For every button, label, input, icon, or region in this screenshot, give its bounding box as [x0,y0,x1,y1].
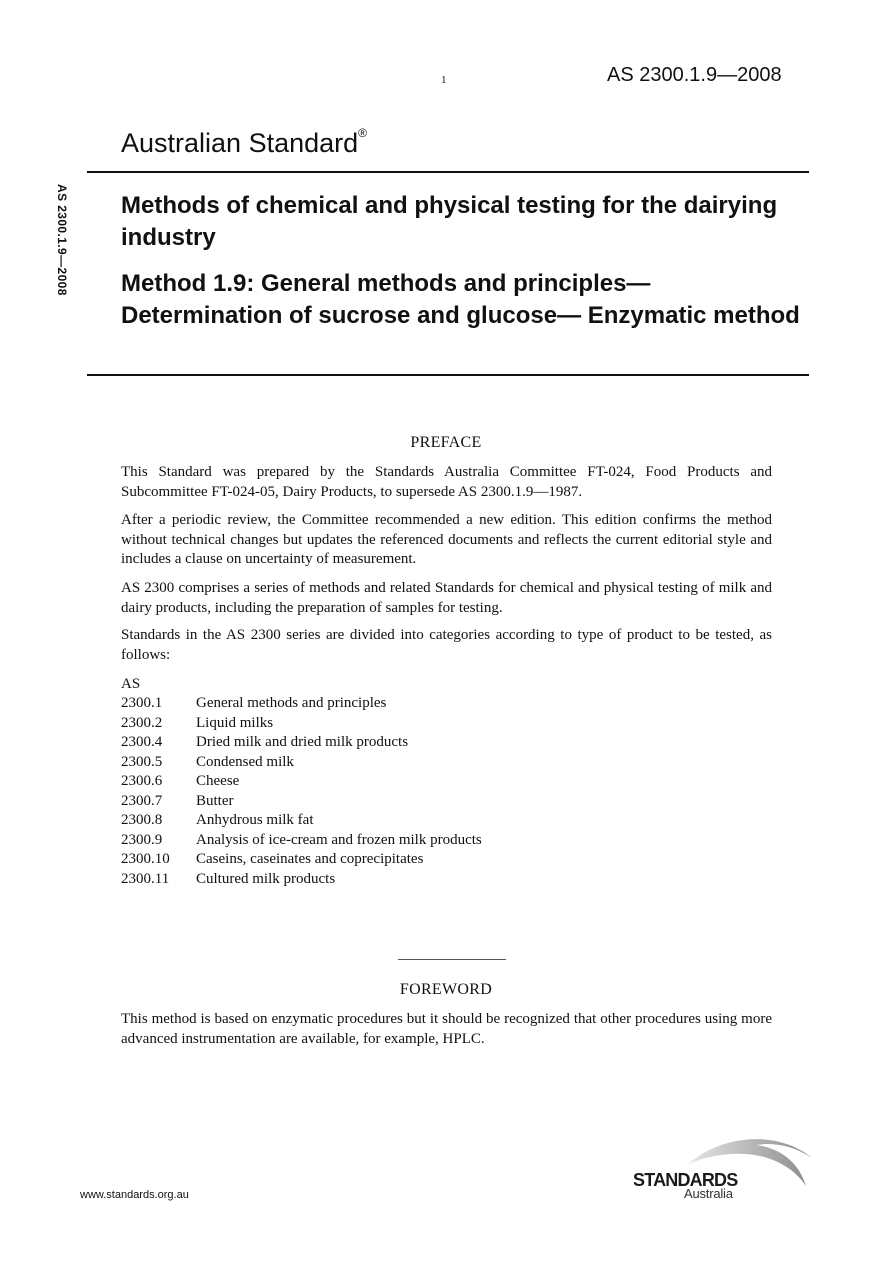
preface-paragraph: Standards in the AS 2300 series are divided into categories according to type of product to be tested, as follows: [121,627,772,663]
series-code: 2300.8 [121,812,163,828]
series-title: Cultured milk products [196,870,336,887]
preface-paragraph: After a periodic review, the Committee recommended a new edition. This edition confirms the method without technical changes but updates the referenced documents and reflects the current editorial style and includes a clause on uncertainty of measurement. [121,512,772,567]
registered-mark: ® [358,126,367,140]
page-number: 1 [441,74,447,86]
series-title: Cheese [196,773,240,789]
preface-heading: PREFACE [410,434,482,451]
logo-subtitle: Australia [684,1186,733,1201]
list-item [121,714,482,734]
series-code: 2300.10 [121,851,170,867]
series-code: 2300.4 [121,734,163,750]
document-code: AS 2300.1.9—2008 [607,64,782,86]
series-code: 2300.5 [121,753,163,770]
top-rule [87,171,809,173]
series-list [121,694,482,889]
foreword-paragraph: This method is based on enzymatic procedures but it should be recognized that other procedures using more advanced instrumentation are available, for example, HPLC. [121,1011,772,1047]
list-item [121,831,482,851]
standard-label [121,128,367,159]
series-title: General methods and principles [196,695,387,711]
list-item [121,772,482,792]
series-title: Condensed milk [196,753,294,770]
series-code: 2300.7 [121,792,163,809]
series-code: 2300.11 [121,870,170,887]
list-item [121,850,482,870]
list-item [121,792,482,812]
series-code: 2300.1 [121,695,163,711]
bottom-rule [87,374,809,376]
series-code: 2300.9 [121,831,163,848]
foreword-heading: FOREWORD [399,981,493,998]
series-title: Anhydrous milk fat [196,812,314,828]
preface-paragraph: This Standard was prepared by the Standards Australia Committee FT-024, Food Products and Subcommittee FT-024-05, Dairy Products, to supersede AS 2300.1.9—1987. [121,464,772,500]
side-document-code: AS 2300.1.9—2008 [55,184,69,296]
list-item [121,753,482,773]
main-title: Methods of chemical and physical testing for the dairying industry [121,192,778,251]
website-link[interactable]: www.standards.org.au [80,1189,189,1201]
series-code: 2300.6 [121,773,163,789]
method-title: Method 1.9: General methods and principles— Determination of sucrose and glucose— Enzymatic method [121,270,800,329]
list-item [121,870,482,890]
list-item [121,811,482,831]
series-title: Analysis of ice-cream and frozen milk products [196,831,482,848]
series-title: Butter [196,792,234,809]
list-item [121,733,482,753]
section-divider [398,959,506,960]
series-title: Dried milk and dried milk products [196,734,409,750]
series-code: 2300.2 [121,714,163,731]
list-item [121,694,482,714]
series-title: Caseins, caseinates and coprecipitates [196,851,424,867]
series-label: AS [121,676,141,692]
series-title: Liquid milks [196,714,274,731]
logo-wordmark: STANDARDS [633,1170,738,1190]
preface-paragraph: AS 2300 comprises a series of methods and related Standards for chemical and physical testing of milk and dairy products, including the preparation of samples for testing. [121,580,772,616]
standard-label-text: Australian Standard [121,128,359,158]
